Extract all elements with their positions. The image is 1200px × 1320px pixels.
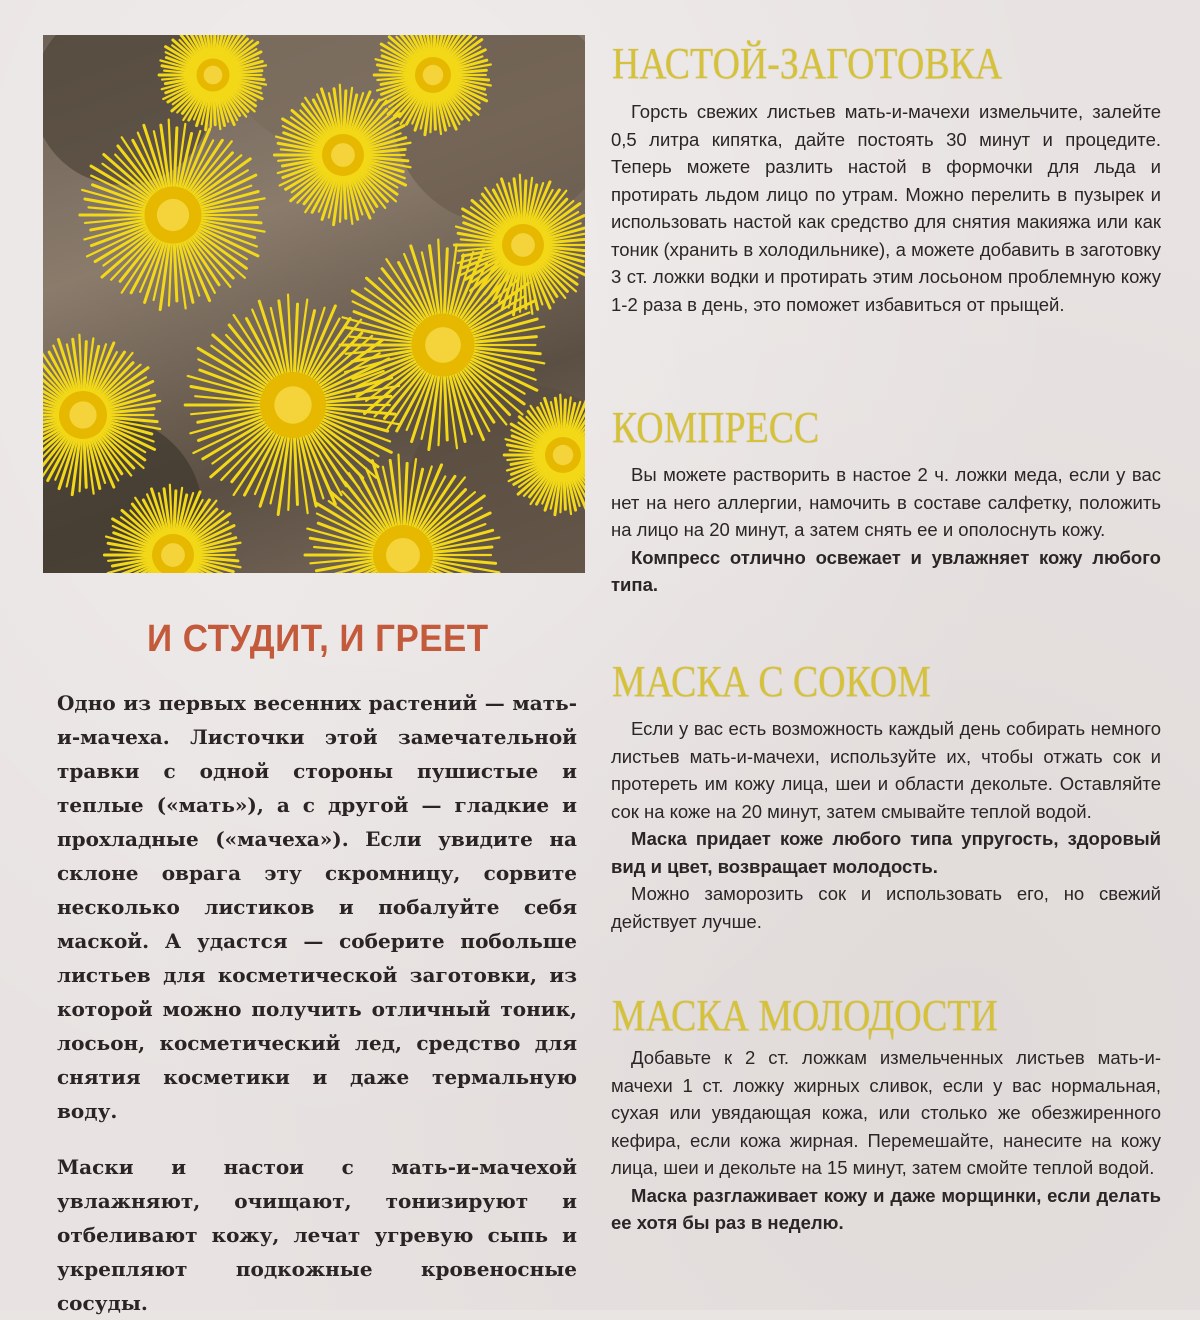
section-body-kompress [611,461,1161,599]
maska-molodosti-bold-text: Маска разглаживает кожу и даже морщинки, если делать ее хотя бы раз в неделю. [611,1184,1161,1233]
section-title-nastoy: НАСТОЙ-ЗАГОТОВКА [612,39,1003,88]
intro-paragraph: Одно из первых весенних растений — мать-и-мачеха. Листочки этой замечательной травки с одной стороны пушистые и теплые («мать»), а с другой — гладкие и прохладные («мачеха»). Если увидите на склоне оврага эту скромницу, сорвите несколько листиков и побалуйте себя маской. А удастся — соберите побольше листьев для косметической заготовки, из которой можно получить отличный тоник, лосьон, косметический лед, средство для снятия косметики и даже термальную воду. [57,691,577,1123]
maska-molodosti-text: Добавьте к 2 ст. ложкам измельченных листьев мать-и-мачехи 1 ст. ложку жирных сливок, если у вас нормальная, сухая или увядающая кожа, или столько же обезжиренного кефира, если кожа жирная. Перемешайте, нанесите на кожу лица, шеи и декольте на 15 минут, затем смойте теплой водой. [611,1047,1161,1178]
section-body-maska-molodosti [611,1044,1161,1237]
nastoy-text: Горсть свежих листьев мать-и-мачехи измельчите, залейте 0,5 литра кипятка, дайте постоять 30 минут и процедите. Теперь можете разлить настой в формочки для льда и протирать льдом лицо по утрам. Можно перелить в пузырек и использовать настой как средство для снятия макияжа или как тоник (хранить в холодильнике), а можете добавить в заготовку 3 ст. ложки водки и протирать этим лосьоном проблемную кожу 1-2 раза в день, это поможет избавиться от прыщей. [611,101,1161,315]
maska-sok-extra-text: Можно заморозить сок и использовать его, но свежий действует лучше. [611,883,1161,932]
kompress-bold-text: Компресс отлично освежает и увлажняет кожу любого типа. [611,546,1161,595]
left-title: И СТУДИТ, И ГРЕЕТ [146,618,489,660]
kompress-text: Вы можете растворить в настое 2 ч. ложки меда, если у вас нет на него аллергии, намочить в составе салфетку, положить на лицо на 20 минут, а затем снять ее и ополоснуть кожу. [611,464,1161,540]
section-body-nastoy [611,98,1161,318]
maska-sok-text: Если у вас есть возможность каждый день собирать немного листьев мать-и-мачехи, используйте их, чтобы отжать сок и протереть им кожу лица, шеи и области декольте. Оставляйте сок на коже на 20 минут, затем смывайте теплой водой. [611,718,1161,822]
section-body-maska-sok [611,715,1161,935]
maska-sok-bold-text: Маска придает коже любого типа упругость, здоровый вид и цвет, возвращает молодость. [611,828,1161,877]
section-title-kompress: КОМПРЕСС [612,403,820,452]
benefits-paragraph: Маски и настои с мать-и-мачехой увлажняют, очищают, тонизируют и отбеливают кожу, лечат угревую сыпь и укрепляют подкожные кровеносные сосуды. [57,1155,577,1315]
coltsfoot-flowers-photo [43,35,585,573]
section-title-maska-molodosti: МАСКА МОЛОДОСТИ [612,991,998,1040]
section-title-maska-sok: МАСКА С СОКОМ [612,657,931,706]
flowers-illustration [43,35,585,573]
